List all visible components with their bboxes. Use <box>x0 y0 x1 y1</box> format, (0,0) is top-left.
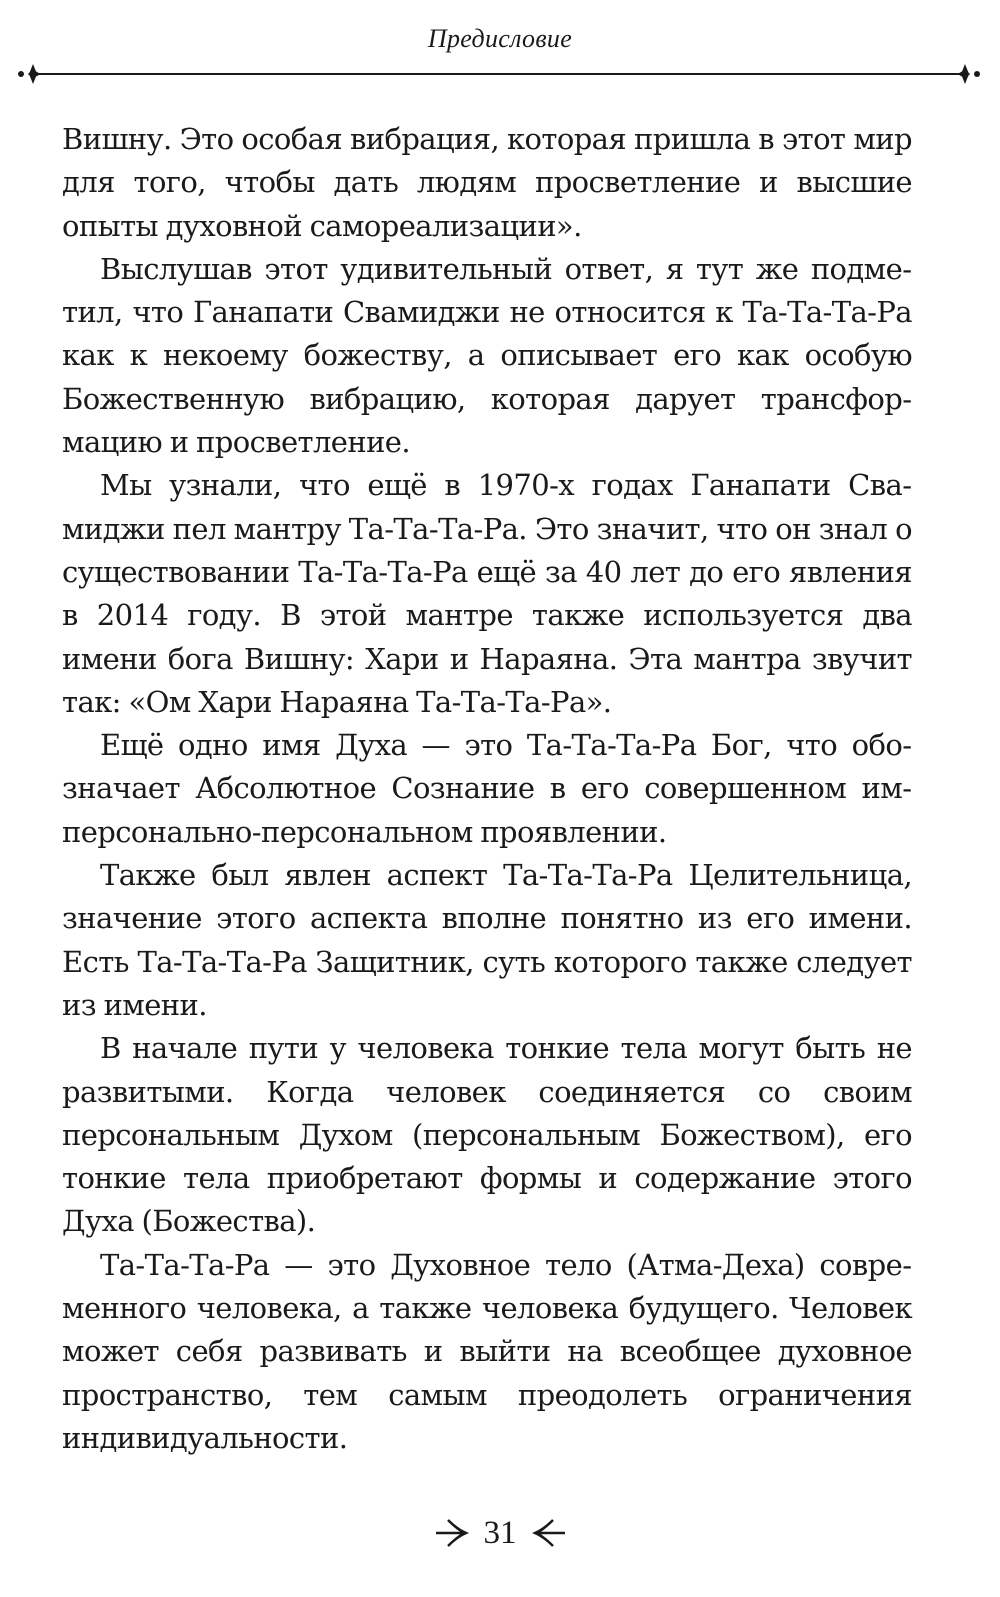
page-folio <box>0 1508 1000 1558</box>
body-text <box>62 118 912 1460</box>
ornamental-rule-icon <box>16 56 982 96</box>
paragraph: Та-Та-Та-Ра — это Духовное тело (Атма-Деха) современного человека, а также человека будущего. Человек может себя развивать и выйти на всеобщее духовное пространство, тем самым преодолеть ограничения индивидуальности. <box>62 1247 912 1455</box>
paragraph: Вишну. Это особая вибрация, которая пришла в этот мир для того, чтобы дать людям просветление и высшие опыты духовной самореализации». <box>62 122 912 243</box>
paragraph: Мы узнали, что ещё в 1970-х годах Ганапати Свамиджи пел мантру Та-Та-Та-Ра. Это значит, что он знал о существовании Та-Та-Та-Ра ещё за 40 лет до его явления в 2014 году. В этой мантре также используется два имени бога Вишну: Хари и Нараяна. Эта мантра звучит так: «Ом Хари Нараяна Та-Та-Та-Ра». <box>62 468 912 719</box>
running-head: Предисловие <box>427 24 573 53</box>
paragraph: Выслушав этот удивительный ответ, я тут же подметил, что Ганапати Свамиджи не относится к Та-Та-Та-Ра как к некоему божеству, а описывает его как особую Божественную вибрацию, которая дарует трансформацию и просветление. <box>62 251 912 460</box>
fleuron-right-icon <box>531 1516 567 1550</box>
paragraph: Ещё одно имя Духа — это Та-Та-Та-Ра Бог, что обозначает Абсолютное Сознание в его совершенном имперсонально-персональном проявлении. <box>62 728 912 849</box>
fleuron-left-icon <box>434 1516 470 1550</box>
paragraph: Также был явлен аспект Та-Та-Та-Ра Целительница, значение этого аспекта вполне понятно из его имени. Есть Та-Та-Та-Ра Защитник, суть которого также следует из имени. <box>62 858 912 1022</box>
paragraph: В начале пути у человека тонкие тела могут быть не развитыми. Когда человек соединяется со своим персональным Духом (персональным Божеством), его тонкие тела приобретают формы и содержание этого Духа (Божества). <box>62 1031 912 1239</box>
page-number: 31 <box>483 1514 517 1551</box>
